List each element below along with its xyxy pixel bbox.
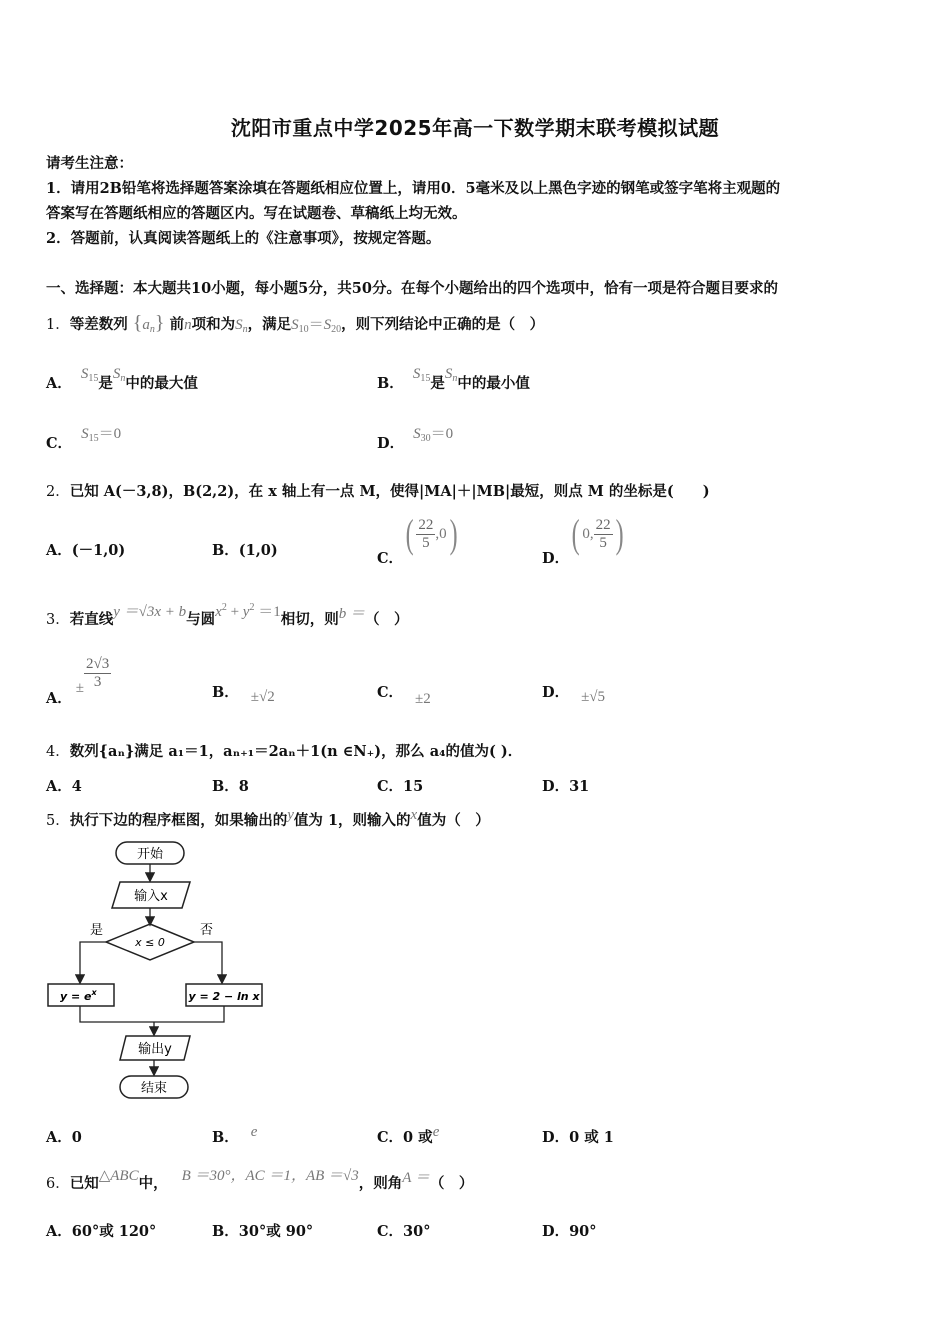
flow-left-label: $y = e^x$	[60, 988, 97, 1003]
option-label: D．	[542, 1129, 570, 1146]
q3-text: 与圆	[186, 611, 216, 628]
option-text: 是	[430, 375, 445, 392]
q1-text: 等差数列	[69, 316, 128, 333]
question-2	[46, 480, 710, 501]
q5-text: 执行下边的程序框图，如果输出的	[69, 812, 288, 829]
flow-input-label: 输入x	[134, 889, 168, 904]
option-math: S	[80, 366, 89, 382]
q1-s: S	[235, 317, 243, 333]
q1-option-c[interactable]	[46, 426, 122, 454]
question-1: 1．等差数列 $\{a_n\}$ 前n项和为$S_n$，满足$S_{10}=S_{20}$，则下列结论中正确的是（ ）	[46, 312, 545, 335]
q3-text: 相切，则	[280, 611, 339, 628]
q5-option-c[interactable]	[377, 1126, 439, 1147]
fraction-numerator: 2√3	[86, 656, 110, 672]
option-value: (－1,0)	[71, 542, 126, 559]
option-math: S	[412, 366, 421, 382]
question-6	[46, 1168, 474, 1193]
option-label: B．	[212, 1223, 239, 1240]
q3-circle-eq: +	[226, 604, 243, 620]
q5-text: 值为（ ）	[417, 812, 490, 829]
q3-circle-eq: x	[215, 604, 222, 620]
q1-option-a[interactable]	[46, 366, 198, 394]
q1-text: 前	[169, 316, 185, 333]
q5-x: x	[410, 807, 418, 823]
notice-line-1: 1．请用2B铅笔将选择题答案涂填在答题纸相应位置上，请用0．5毫米及以上黑色字迹的钢笔或签字笔将主观题的	[46, 180, 781, 197]
fraction-numerator: 22	[595, 516, 611, 533]
q5-option-b[interactable]	[212, 1126, 257, 1147]
option-math-sub: 15	[88, 433, 99, 444]
flowchart	[44, 836, 274, 1106]
option-value: 4	[71, 778, 82, 795]
q1-seq-sub: n	[149, 324, 155, 335]
option-value: ±√5	[581, 689, 606, 705]
q3-text: （ ）	[365, 611, 409, 628]
option-value: e	[250, 1124, 258, 1140]
option-label: B．	[212, 684, 239, 701]
option-value: 0 或	[403, 1129, 433, 1146]
question-3	[46, 602, 409, 629]
option-label: D．	[542, 684, 570, 701]
option-math: ＝0	[430, 426, 454, 442]
q1-eq: ＝	[308, 317, 324, 333]
flow-start-label: 开始	[136, 847, 164, 862]
question-number: 5．	[46, 813, 70, 829]
option-label: B．	[212, 778, 239, 795]
option-math-sub: 15	[420, 373, 431, 384]
option-value: 8	[238, 778, 249, 795]
q3-option-c[interactable]	[377, 681, 431, 707]
q1-s-sub: n	[242, 324, 248, 335]
q6-triangle: △ABC	[98, 1168, 139, 1184]
option-value: ±√2	[250, 689, 275, 705]
q3-line-equation: y ＝√3x + b	[113, 604, 187, 620]
q3-circle-eq: 2	[249, 602, 255, 613]
q4-option-b[interactable]	[212, 775, 249, 796]
option-math: e	[432, 1124, 440, 1140]
fraction	[416, 517, 435, 552]
q6-text: ，则角	[358, 1175, 403, 1192]
question-5	[46, 809, 490, 830]
fraction-numerator: 22	[418, 516, 434, 533]
option-label: B．	[377, 375, 404, 392]
q2-text: 已知 A(－3,8)，B(2,2)，在 x 轴上有一点 M，使得|MA|＋|MB|最短，则点 M 的坐标是( )	[69, 483, 710, 500]
option-text: 是	[98, 375, 113, 392]
option-label: C．	[377, 550, 404, 567]
option-math-sub: n	[452, 373, 458, 384]
q2-option-a[interactable]	[46, 539, 125, 560]
option-value: 31	[569, 778, 590, 795]
flow-decision-label: x ≤ 0	[135, 936, 165, 949]
option-label: C．	[46, 435, 73, 452]
option-label: C．	[377, 684, 404, 701]
option-label: D．	[542, 1223, 570, 1240]
option-label: A．	[46, 1129, 72, 1146]
q1-text: ，满足	[247, 316, 292, 333]
fraction	[84, 656, 111, 691]
q1-n: n	[184, 317, 192, 333]
q3-circle-eq: y	[242, 604, 250, 620]
option-label: B．	[212, 1129, 239, 1146]
q1-eq: S	[323, 317, 332, 333]
option-math: S	[413, 426, 421, 442]
option-value: 30°	[403, 1223, 431, 1240]
q6-text: 已知	[69, 1175, 99, 1192]
q1-eq: S	[291, 317, 299, 333]
notice-line-2: 答案写在答题纸相应的答题区内。写在试题卷、草稿纸上均无效。	[46, 205, 467, 222]
option-label: D．	[377, 435, 405, 452]
notice-line-3: 2．答题前，认真阅读答题纸上的《注意事项》，按规定答题。	[46, 230, 441, 247]
question-number: 4．	[46, 744, 70, 760]
option-label: A．	[46, 778, 72, 795]
option-math: ,0	[435, 526, 447, 542]
section-heading: 一、选择题：本大题共10小题，每小题5分，共50分。在每个小题给出的四个选项中，恰有一项是符合题目要求的	[46, 280, 778, 297]
page-title: 沈阳市重点中学2025年高一下数学期末联考模拟试题	[230, 116, 720, 140]
q5-y: y	[287, 807, 294, 823]
option-label: C．	[377, 778, 404, 795]
option-math: S	[81, 426, 89, 442]
q4-text: 数列{aₙ}满足 a₁＝1，aₙ₊₁＝2aₙ＋1(n ∈N₊)，那么 a₄的值为( )．	[69, 743, 523, 760]
flow-output-label: 输出y	[138, 1042, 172, 1057]
q3-option-b[interactable]	[212, 681, 275, 705]
q6-option-d[interactable]	[542, 1220, 597, 1241]
option-math-sub: 30	[420, 433, 431, 444]
flow-yes-label: 是	[90, 923, 104, 938]
q1-option-b[interactable]	[377, 366, 530, 394]
q6-text: 中，	[138, 1175, 168, 1192]
fraction	[594, 517, 613, 552]
option-value: 30°或 90°	[238, 1223, 314, 1240]
fraction-denominator: 5	[599, 534, 607, 551]
option-math: S	[444, 366, 453, 382]
q2-option-b[interactable]	[212, 539, 278, 560]
q4-option-d[interactable]	[542, 775, 589, 796]
flow-end-label: 结束	[140, 1081, 168, 1096]
q5-option-d[interactable]	[542, 1126, 614, 1147]
option-label: D．	[542, 550, 570, 567]
notice-heading: 请考生注意：	[46, 155, 133, 172]
question-number: 1．	[46, 317, 70, 333]
option-math: 0,	[582, 526, 594, 542]
question-number: 3．	[46, 612, 70, 628]
option-label: C．	[377, 1223, 404, 1240]
option-value: 0	[71, 1129, 82, 1146]
option-math-sub: 15	[88, 373, 99, 384]
q3-option-a[interactable]	[46, 656, 111, 707]
option-label: C．	[377, 1129, 404, 1146]
q4-option-c[interactable]	[377, 775, 423, 796]
option-label: A．	[46, 375, 72, 392]
q4-option-a[interactable]	[46, 775, 82, 796]
option-label: B．	[212, 542, 239, 559]
q5-option-a[interactable]	[46, 1126, 82, 1147]
q3-circle-eq: ＝1	[254, 604, 281, 620]
option-label: A．	[46, 542, 72, 559]
q1-option-d[interactable]	[377, 426, 454, 454]
option-value: (1,0)	[238, 542, 278, 559]
q6-text: （ ）	[429, 1175, 474, 1192]
question-number: 6．	[46, 1176, 70, 1192]
q2-option-c[interactable]: C．( $\frac{22}{5}$ ,0)	[377, 511, 458, 567]
q6-option-b[interactable]	[212, 1220, 313, 1241]
option-math: S	[112, 366, 121, 382]
flow-right-label: y = 2 − ln x	[188, 990, 260, 1003]
fraction-denominator: 3	[93, 674, 102, 690]
q6-option-c[interactable]	[377, 1220, 430, 1241]
q1-eq-sub: 10	[298, 324, 309, 335]
q2-option-d[interactable]: D．( 0, $\frac{22}{5}$ )	[542, 511, 624, 567]
option-value: 60°或 120°	[71, 1223, 157, 1240]
q5-text: 值为 1，则输入的	[293, 812, 411, 829]
q3-b: b ＝	[338, 606, 365, 622]
q6-angle: A ＝	[402, 1170, 430, 1186]
option-value: 15	[403, 778, 424, 795]
option-value: 0 或 1	[569, 1129, 614, 1146]
option-label: A．	[46, 1223, 72, 1240]
q1-text: ，则下列结论中正确的是（ ）	[341, 316, 545, 333]
question-number: 2．	[46, 484, 70, 500]
option-text: 中的最小值	[457, 375, 530, 392]
option-value: ±2	[415, 691, 431, 707]
q3-circle-eq: 2	[221, 602, 227, 613]
option-text: 中的最大值	[125, 375, 198, 392]
q3-text: 若直线	[69, 611, 114, 628]
q3-option-d[interactable]	[542, 681, 606, 705]
q6-conditions: B ＝30°，AC ＝1，AB ＝√3	[181, 1168, 359, 1184]
question-4	[46, 740, 522, 761]
fraction-denominator: 5	[422, 534, 430, 551]
option-label: D．	[542, 778, 570, 795]
option-math-sub: n	[120, 373, 126, 384]
q1-text: 项和为	[191, 316, 236, 333]
q1-seq: a	[142, 317, 150, 333]
flow-no-label: 否	[200, 923, 214, 938]
option-math: ±	[75, 679, 84, 696]
q1-eq-sub: 20	[331, 324, 342, 335]
option-label: A．	[46, 689, 72, 707]
q6-option-a[interactable]	[46, 1220, 156, 1241]
option-math: ＝0	[98, 426, 122, 442]
option-value: 90°	[569, 1223, 597, 1240]
